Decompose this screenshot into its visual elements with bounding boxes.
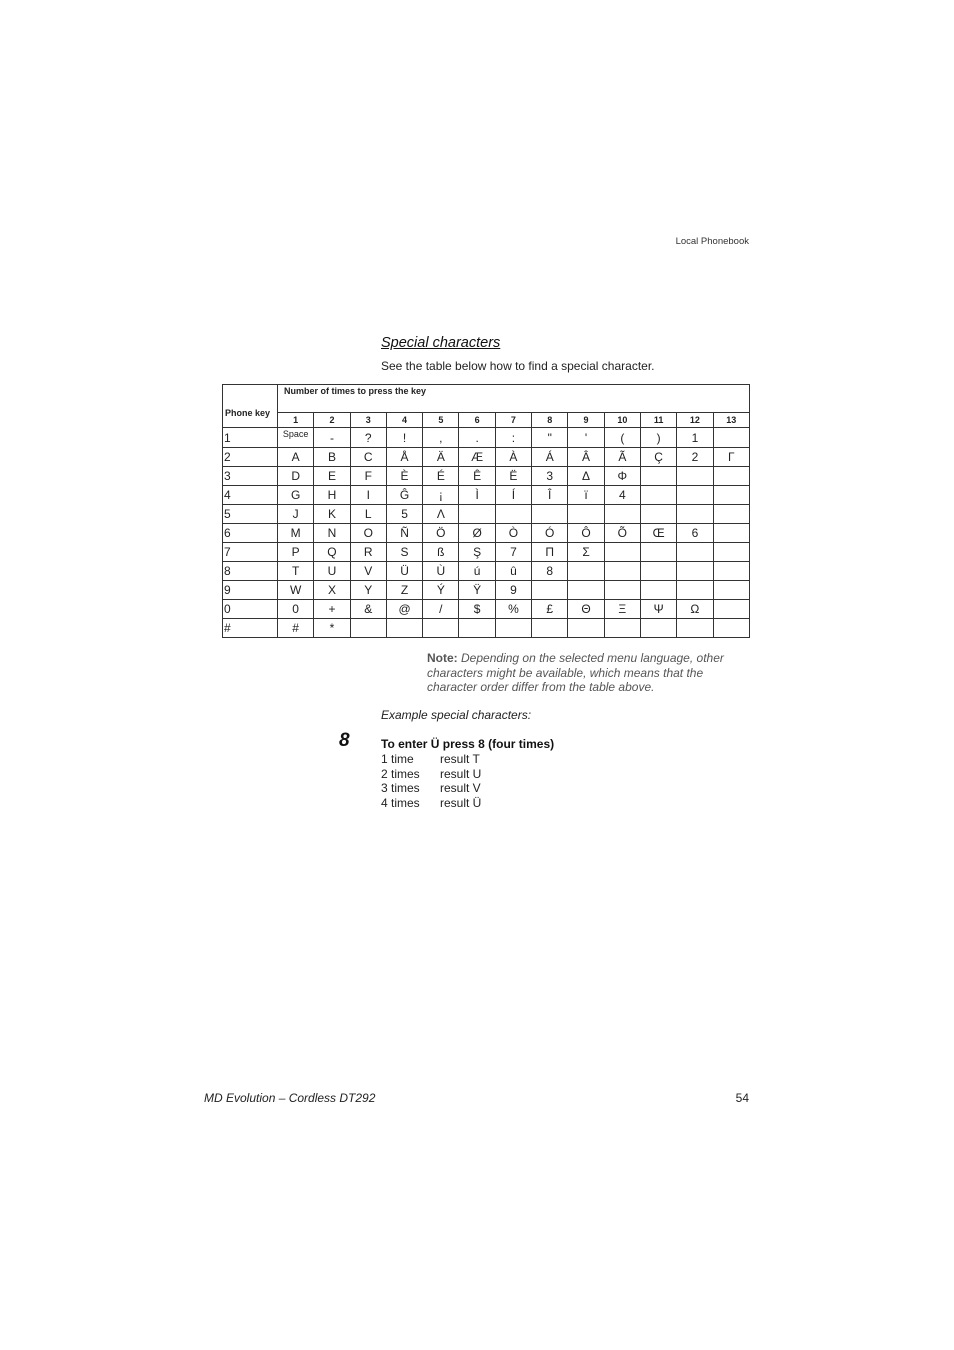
character-cell: G — [278, 486, 314, 505]
character-cell — [604, 505, 640, 524]
column-number: 11 — [640, 413, 676, 428]
character-cell: Ä — [423, 448, 459, 467]
character-cell: H — [314, 486, 350, 505]
table-row — [223, 619, 750, 638]
table-row — [223, 600, 750, 619]
character-cell — [459, 505, 495, 524]
character-cell: Δ — [568, 467, 604, 486]
character-cell — [459, 619, 495, 638]
character-cell: . — [459, 428, 495, 448]
character-cell: ! — [386, 428, 422, 448]
character-cell — [640, 581, 676, 600]
character-cell: F — [350, 467, 386, 486]
table-row — [223, 581, 750, 600]
column-number: 4 — [386, 413, 422, 428]
character-cell: C — [350, 448, 386, 467]
character-cell: Ì — [459, 486, 495, 505]
character-cell: V — [350, 562, 386, 581]
character-cell: U — [314, 562, 350, 581]
character-cell — [713, 600, 749, 619]
table-row — [223, 505, 750, 524]
character-cell: 2 — [677, 448, 713, 467]
phone-key-cell: 7 — [223, 543, 278, 562]
character-cell: M — [278, 524, 314, 543]
character-cell — [604, 562, 640, 581]
column-numbers-row — [223, 413, 750, 428]
character-cell: Π — [532, 543, 568, 562]
table-row — [223, 467, 750, 486]
character-cell: D — [278, 467, 314, 486]
character-cell: À — [495, 448, 531, 467]
column-number: 3 — [350, 413, 386, 428]
character-cell: / — [423, 600, 459, 619]
column-number: 5 — [423, 413, 459, 428]
character-cell: Ψ — [640, 600, 676, 619]
character-cell: Ã — [604, 448, 640, 467]
character-cell — [495, 505, 531, 524]
press-result: result V — [440, 781, 481, 795]
note-text: Depending on the selected menu language, other characters might be available, which means that the character order differ from the table above. — [427, 651, 724, 694]
character-cell: W — [278, 581, 314, 600]
character-cell — [640, 486, 676, 505]
phone-key-header: Phone key — [223, 385, 278, 428]
phone-key-cell: 8 — [223, 562, 278, 581]
column-number: 8 — [532, 413, 568, 428]
character-cell — [677, 619, 713, 638]
special-characters-table — [222, 384, 750, 638]
table-row — [223, 428, 750, 448]
character-cell: 0 — [278, 600, 314, 619]
character-cell: S — [386, 543, 422, 562]
press-result: result T — [440, 752, 480, 766]
character-cell: ß — [423, 543, 459, 562]
character-cell: £ — [532, 600, 568, 619]
character-cell — [568, 562, 604, 581]
character-cell: Ù — [423, 562, 459, 581]
character-cell — [677, 486, 713, 505]
character-cell: % — [495, 600, 531, 619]
character-cell — [713, 524, 749, 543]
character-cell — [350, 619, 386, 638]
character-cell: Ñ — [386, 524, 422, 543]
example-label: Example special characters: — [381, 708, 532, 722]
character-cell: : — [495, 428, 531, 448]
character-cell: Space — [278, 428, 314, 448]
note — [427, 651, 747, 695]
character-cell: ¡ — [423, 486, 459, 505]
character-cell — [713, 486, 749, 505]
character-cell — [677, 467, 713, 486]
character-cell: 4 — [604, 486, 640, 505]
character-cell: û — [495, 562, 531, 581]
character-cell: @ — [386, 600, 422, 619]
step-result-line — [381, 767, 481, 782]
character-cell: K — [314, 505, 350, 524]
character-cell — [640, 467, 676, 486]
character-cell: Λ — [423, 505, 459, 524]
character-cell: Θ — [568, 600, 604, 619]
character-cell: " — [532, 428, 568, 448]
character-cell: ' — [568, 428, 604, 448]
character-cell — [423, 619, 459, 638]
character-cell: Φ — [604, 467, 640, 486]
character-cell — [713, 467, 749, 486]
character-cell: ? — [350, 428, 386, 448]
character-cell: B — [314, 448, 350, 467]
character-cell: È — [386, 467, 422, 486]
character-cell: $ — [459, 600, 495, 619]
section-title: Special characters — [381, 335, 501, 351]
character-cell: Á — [532, 448, 568, 467]
character-cell — [713, 619, 749, 638]
table-row — [223, 562, 750, 581]
table-row — [223, 448, 750, 467]
character-cell: Σ — [568, 543, 604, 562]
step-result-line — [381, 752, 481, 767]
character-cell — [677, 562, 713, 581]
character-cell — [713, 505, 749, 524]
phone-key-cell: 9 — [223, 581, 278, 600]
press-result: result U — [440, 766, 482, 781]
character-cell: * — [314, 619, 350, 638]
step-result-line — [381, 796, 481, 811]
character-cell: A — [278, 448, 314, 467]
character-cell — [568, 581, 604, 600]
character-cell: Z — [386, 581, 422, 600]
character-cell — [568, 619, 604, 638]
character-cell: 6 — [677, 524, 713, 543]
character-cell — [677, 581, 713, 600]
character-cell — [640, 505, 676, 524]
column-number: 10 — [604, 413, 640, 428]
character-cell: 5 — [386, 505, 422, 524]
press-count: 2 times — [381, 766, 420, 781]
table-row — [223, 524, 750, 543]
character-cell: Î — [532, 486, 568, 505]
column-number: 7 — [495, 413, 531, 428]
character-cell — [532, 619, 568, 638]
character-cell — [713, 428, 749, 448]
character-cell: Ç — [640, 448, 676, 467]
phone-key-cell: 0 — [223, 600, 278, 619]
character-cell: 3 — [532, 467, 568, 486]
press-count: 4 times — [381, 795, 420, 810]
running-header: Local Phonebook — [675, 236, 749, 247]
character-cell: P — [278, 543, 314, 562]
table-row — [223, 486, 750, 505]
phone-key-cell: 3 — [223, 467, 278, 486]
character-cell: Í — [495, 486, 531, 505]
character-cell — [495, 619, 531, 638]
column-number: 1 — [278, 413, 314, 428]
character-cell: Y — [350, 581, 386, 600]
character-cell — [386, 619, 422, 638]
press-count: 3 times — [381, 781, 420, 795]
column-number: 13 — [713, 413, 749, 428]
character-cell: R — [350, 543, 386, 562]
character-cell: & — [350, 600, 386, 619]
column-number: 12 — [677, 413, 713, 428]
character-cell — [640, 543, 676, 562]
character-cell — [604, 619, 640, 638]
character-cell: Õ — [604, 524, 640, 543]
column-number: 9 — [568, 413, 604, 428]
character-cell — [532, 581, 568, 600]
character-cell: N — [314, 524, 350, 543]
character-cell: Ø — [459, 524, 495, 543]
press-count: 1 time — [381, 752, 414, 766]
character-cell: 1 — [677, 428, 713, 448]
phone-key-cell: 2 — [223, 448, 278, 467]
character-cell: 8 — [532, 562, 568, 581]
character-cell — [604, 581, 640, 600]
phone-key-cell: 1 — [223, 428, 278, 448]
intro-text: See the table below how to find a special character. — [381, 359, 655, 373]
character-cell: L — [350, 505, 386, 524]
character-cell — [713, 581, 749, 600]
column-number: 2 — [314, 413, 350, 428]
phone-key-cell: # — [223, 619, 278, 638]
character-cell: Γ — [713, 448, 749, 467]
character-cell — [713, 543, 749, 562]
character-cell: Ò — [495, 524, 531, 543]
note-label: Note: — [427, 651, 458, 665]
press-count-header: Number of times to press the key — [278, 385, 750, 413]
phone-key-cell: 5 — [223, 505, 278, 524]
step-results — [381, 752, 481, 810]
character-cell — [677, 543, 713, 562]
character-cell: Ô — [568, 524, 604, 543]
character-cell: Ĝ — [386, 486, 422, 505]
character-cell — [532, 505, 568, 524]
page-number: 54 — [735, 1091, 749, 1105]
character-cell: Å — [386, 448, 422, 467]
character-cell: , — [423, 428, 459, 448]
character-cell: Ë — [495, 467, 531, 486]
phone-key-cell: 6 — [223, 524, 278, 543]
character-cell — [640, 562, 676, 581]
character-cell: E — [314, 467, 350, 486]
character-cell: Œ — [640, 524, 676, 543]
character-cell: - — [314, 428, 350, 448]
character-cell: X — [314, 581, 350, 600]
character-cell: Ü — [386, 562, 422, 581]
step-result-line — [381, 781, 481, 796]
character-cell: I — [350, 486, 386, 505]
character-cell: 7 — [495, 543, 531, 562]
phone-key-cell: 4 — [223, 486, 278, 505]
character-cell: Ÿ — [459, 581, 495, 600]
character-cell: + — [314, 600, 350, 619]
character-cell: Ó — [532, 524, 568, 543]
character-cell: O — [350, 524, 386, 543]
character-cell: ) — [640, 428, 676, 448]
character-cell: Ω — [677, 600, 713, 619]
character-cell: Â — [568, 448, 604, 467]
character-cell: ú — [459, 562, 495, 581]
footer-doc-title: MD Evolution – Cordless DT292 — [204, 1091, 376, 1105]
character-cell: É — [423, 467, 459, 486]
character-cell: ( — [604, 428, 640, 448]
character-cell: Ö — [423, 524, 459, 543]
character-cell — [677, 505, 713, 524]
character-cell: Ê — [459, 467, 495, 486]
character-cell — [713, 562, 749, 581]
character-cell: 9 — [495, 581, 531, 600]
character-cell: ï — [568, 486, 604, 505]
character-cell: Ξ — [604, 600, 640, 619]
step-title: To enter Ü press 8 (four times) — [381, 737, 555, 751]
character-cell: Æ — [459, 448, 495, 467]
column-number: 6 — [459, 413, 495, 428]
step-number: 8 — [339, 730, 350, 751]
character-cell — [640, 619, 676, 638]
character-cell — [604, 543, 640, 562]
character-cell: J — [278, 505, 314, 524]
press-result: result Ü — [440, 795, 482, 810]
character-cell: Ş — [459, 543, 495, 562]
character-cell: Q — [314, 543, 350, 562]
table-body — [223, 428, 750, 638]
character-cell — [568, 505, 604, 524]
character-cell: T — [278, 562, 314, 581]
table-row — [223, 543, 750, 562]
character-cell: Ý — [423, 581, 459, 600]
character-cell: # — [278, 619, 314, 638]
